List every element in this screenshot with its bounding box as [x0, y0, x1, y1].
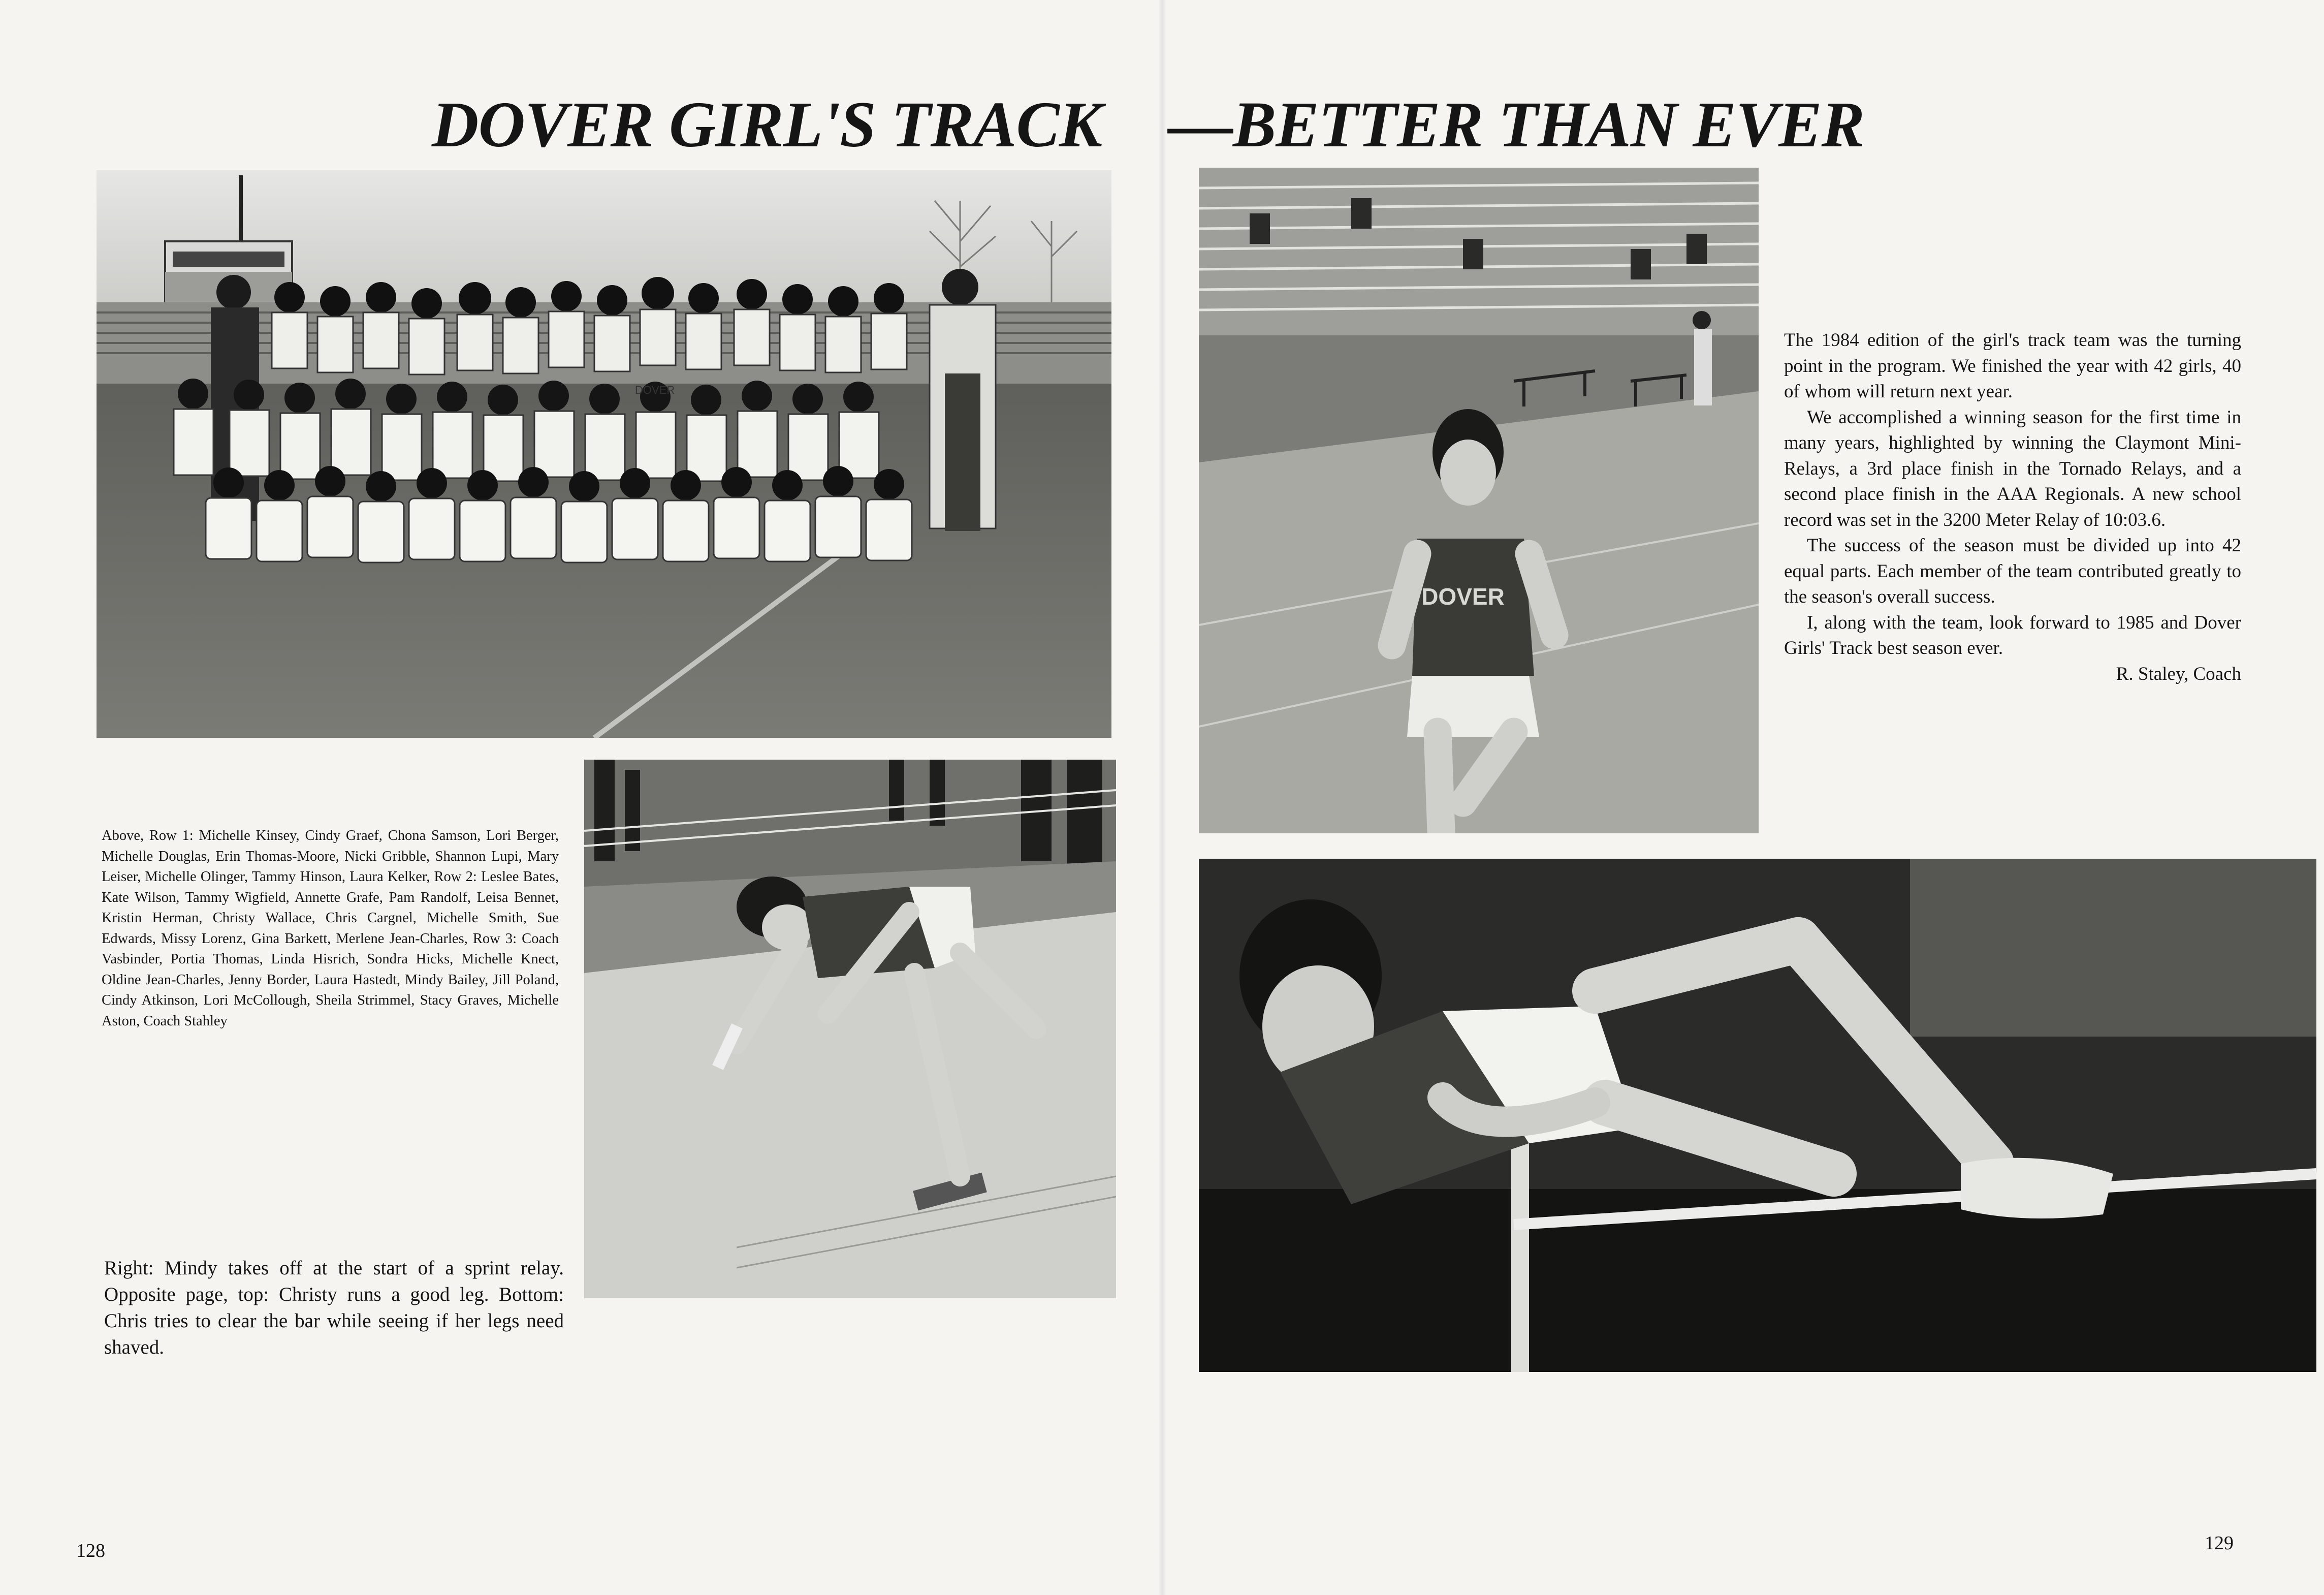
action-photos-caption: Right: Mindy takes off at the start of a sprint relay. Opposite page, top: Christy runs a good leg. Bottom: Chris tries to clear the bar while seeing if her legs need shaved. — [104, 1257, 564, 1358]
high-jump-photo — [1199, 859, 2316, 1372]
page-gutter — [1158, 0, 1166, 1595]
article-paragraph: We accomplished a winning season for the first time in many years, highlighted by winning the Claymont Mini-Relays, a 3rd place finish in the Tornado Relays, and a second place finish in the AAA Regionals. A new school record was set in the 3200 Meter Relay of 10:03.6. — [1784, 406, 2241, 530]
runner-photo — [1199, 168, 1759, 833]
relay-start-photo — [584, 760, 1116, 1298]
page-number-right: 129 — [2205, 1533, 2234, 1554]
article-paragraph: The success of the season must be divided up into 42 equal parts. Each member of the team contributed greatly to the season's overall success. — [1784, 535, 2241, 607]
coach-article — [1784, 328, 2241, 687]
headline — [432, 86, 1956, 163]
runner-jersey-text: DOVER — [1421, 583, 1505, 610]
headline-left: DOVER GIRL'S TRACK — [432, 88, 1102, 161]
team-photo — [97, 170, 1111, 738]
team-roster-caption: Above, Row 1: Michelle Kinsey, Cindy Graef, Chona Samson, Lori Berger, Michelle Douglas, Erin Thomas-Moore, Nicki Gribble, Shannon Lupi, Mary Leiser, Michelle Olinger, Tammy Hinson, Laura Kelker, Row 2: Leslee Bates, Kate Wilson, Tammy Wigfield, Annette Grafe, Pam Randolf, Leisa Bennet, Kristin Herman, Christy Wallace, Chris Cargnel, Michelle Smith, Sue Edwards, Missy Lorenz, Gina Barkett, Merlene Jean-Charles, Row 3: Coach Vasbinder, Portia Thomas, Linda Hisrich, Sondra Hicks, Michelle Knect, Oldine Jean-Charles, Jenny Border, Laura Hastedt, Mindy Bailey, Jill Poland, Cindy Atkinson, Lori McCollough, Sheila Strimmel, Stacy Graves, Michelle Aston, Coach Stahley — [102, 828, 559, 1029]
headline-right: —BETTER THAN EVER — [1168, 88, 1864, 161]
article-paragraph: The 1984 edition of the girl's track team was the turning point in the program. We finished the year with 42 girls, 40 of whom will return next year. — [1784, 330, 2241, 402]
article-paragraph: I, along with the team, look forward to 1985 and Dover Girls' Track best season ever. — [1784, 612, 2241, 659]
article-signature: R. Staley, Coach — [2116, 663, 2241, 684]
team-jersey-text: DOVER — [635, 384, 675, 396]
page-number-left: 128 — [76, 1540, 105, 1561]
